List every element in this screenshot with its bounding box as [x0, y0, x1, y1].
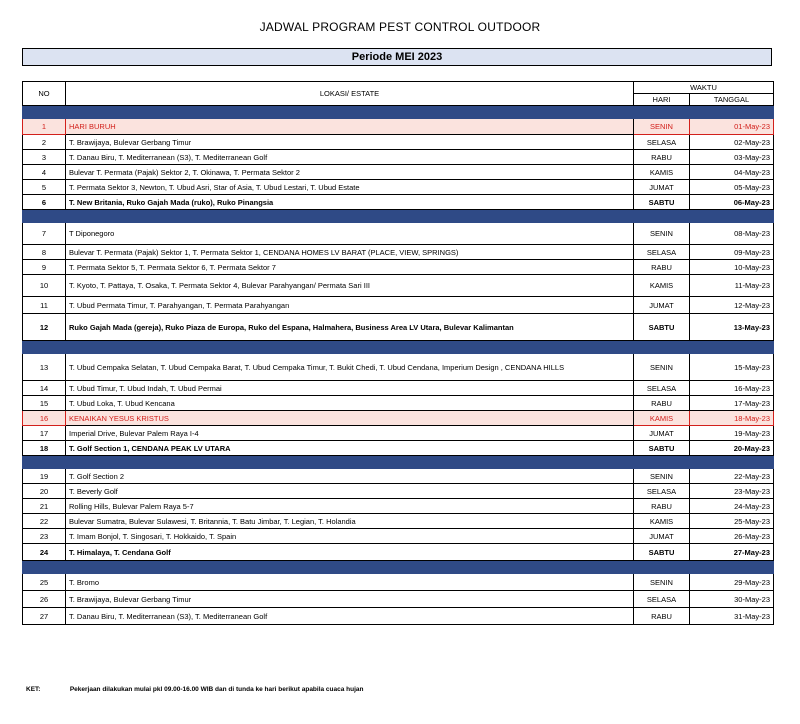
row-date: 11-May-23: [690, 275, 774, 297]
row-location: T. Ubud Cempaka Selatan, T. Ubud Cempaka Barat, T. Ubud Cempaka Timur, T. Bukit Chedi, T. Ubud Cendana, Imperium Design , CENDANA HILLS: [66, 354, 634, 381]
row-no: 19: [23, 469, 66, 484]
table-row: [23, 165, 774, 180]
row-date: 18-May-23: [690, 411, 774, 426]
table-row: [23, 396, 774, 411]
row-date: 19-May-23: [690, 426, 774, 441]
document-title: JADWAL PROGRAM PEST CONTROL OUTDOOR: [259, 20, 541, 34]
table-row: [23, 441, 774, 456]
row-day: SELASA: [634, 245, 690, 260]
week-separator: [23, 341, 774, 354]
row-day: KAMIS: [634, 165, 690, 180]
row-no: 26: [23, 591, 66, 608]
row-day: SENIN: [634, 574, 690, 591]
row-location: T Diponegoro: [66, 223, 634, 245]
table-row: [23, 381, 774, 396]
week-separator-bar: [23, 210, 774, 223]
row-no: 21: [23, 499, 66, 514]
row-no: 14: [23, 381, 66, 396]
header-hari: HARI: [634, 94, 690, 106]
row-day: KAMIS: [634, 514, 690, 529]
row-no: 4: [23, 165, 66, 180]
row-date: 08-May-23: [690, 223, 774, 245]
row-day: RABU: [634, 499, 690, 514]
row-date: 05-May-23: [690, 180, 774, 195]
row-no: 9: [23, 260, 66, 275]
table-row: [23, 260, 774, 275]
row-day: SELASA: [634, 135, 690, 150]
week-separator-bar: [23, 561, 774, 574]
row-day: JUMAT: [634, 426, 690, 441]
table-row: [23, 608, 774, 625]
table-row: [23, 195, 774, 210]
row-date: 13-May-23: [690, 314, 774, 341]
header-no: NO: [23, 82, 66, 106]
schedule-body: [23, 106, 774, 625]
row-no: 2: [23, 135, 66, 150]
schedule-table: [22, 81, 774, 625]
row-location: T. Beverly Golf: [66, 484, 634, 499]
row-location: T. Brawijaya, Bulevar Gerbang Timur: [66, 591, 634, 608]
header-lokasi: LOKASI/ ESTATE: [66, 82, 634, 106]
row-date: 25-May-23: [690, 514, 774, 529]
holiday-row: [23, 411, 774, 426]
header-tanggal: TANGGAL: [690, 94, 774, 106]
table-row: [23, 484, 774, 499]
row-date: 03-May-23: [690, 150, 774, 165]
table-row: [23, 354, 774, 381]
table-row: [23, 544, 774, 561]
row-no: 8: [23, 245, 66, 260]
row-date: 17-May-23: [690, 396, 774, 411]
row-location: Bulevar T. Permata (Pajak) Sektor 2, T. Okinawa, T. Permata Sektor 2: [66, 165, 634, 180]
row-date: 31-May-23: [690, 608, 774, 625]
row-date: 20-May-23: [690, 441, 774, 456]
row-day: JUMAT: [634, 529, 690, 544]
row-location: Bulevar T. Permata (Pajak) Sektor 1, T. Permata Sektor 1, CENDANA HOMES LV BARAT (PLACE, VIEW, SPRINGS): [66, 245, 634, 260]
row-day: SELASA: [634, 484, 690, 499]
row-location: T. Ubud Permata Timur, T. Parahyangan, T. Permata Parahyangan: [66, 297, 634, 314]
table-row: [23, 275, 774, 297]
week-separator: [23, 456, 774, 469]
row-no: 23: [23, 529, 66, 544]
row-day: SABTU: [634, 314, 690, 341]
row-day: SENIN: [634, 119, 690, 135]
table-row: [23, 529, 774, 544]
row-location: Ruko Gajah Mada (gereja), Ruko Piaza de Europa, Ruko del Espana, Halmahera, Business Area LV Utara, Bulevar Kalimantan: [66, 314, 634, 341]
table-row: [23, 426, 774, 441]
row-date: 22-May-23: [690, 469, 774, 484]
table-row: [23, 314, 774, 341]
row-location: T. Golf Section 2: [66, 469, 634, 484]
row-location: Imperial Drive, Bulevar Palem Raya I-4: [66, 426, 634, 441]
row-day: SABTU: [634, 544, 690, 561]
row-location: T. New Britania, Ruko Gajah Mada (ruko), Ruko Pinangsia: [66, 195, 634, 210]
table-row: [23, 245, 774, 260]
week-separator-bar: [23, 456, 774, 469]
week-separator: [23, 210, 774, 223]
row-location: T. Brawijaya, Bulevar Gerbang Timur: [66, 135, 634, 150]
footer-label: KET:: [26, 686, 41, 693]
footer-note: [26, 686, 364, 693]
row-location: T. Ubud Timur, T. Ubud Indah, T. Ubud Permai: [66, 381, 634, 396]
table-row: [23, 135, 774, 150]
table-row: [23, 180, 774, 195]
row-date: 24-May-23: [690, 499, 774, 514]
row-no: 7: [23, 223, 66, 245]
row-day: KAMIS: [634, 275, 690, 297]
holiday-row: [23, 119, 774, 135]
row-date: 15-May-23: [690, 354, 774, 381]
row-no: 15: [23, 396, 66, 411]
row-no: 11: [23, 297, 66, 314]
row-location: KENAIKAN YESUS KRISTUS: [66, 411, 634, 426]
row-no: 22: [23, 514, 66, 529]
row-day: RABU: [634, 260, 690, 275]
period-banner: Periode MEI 2023: [22, 48, 772, 66]
row-date: 02-May-23: [690, 135, 774, 150]
row-date: 27-May-23: [690, 544, 774, 561]
row-day: RABU: [634, 608, 690, 625]
table-row: [23, 469, 774, 484]
row-no: 24: [23, 544, 66, 561]
row-date: 12-May-23: [690, 297, 774, 314]
week-separator-bar: [23, 341, 774, 354]
week-separator: [23, 561, 774, 574]
week-separator: [23, 106, 774, 119]
row-no: 18: [23, 441, 66, 456]
row-day: JUMAT: [634, 297, 690, 314]
row-day: SELASA: [634, 381, 690, 396]
row-no: 20: [23, 484, 66, 499]
table-row: [23, 499, 774, 514]
row-location: T. Ubud Loka, T. Ubud Kencana: [66, 396, 634, 411]
row-day: SABTU: [634, 441, 690, 456]
week-separator-bar: [23, 106, 774, 119]
row-location: T. Bromo: [66, 574, 634, 591]
row-location: T. Danau Biru, T. Mediterranean (S3), T. Mediterranean Golf: [66, 608, 634, 625]
row-location: T. Kyoto, T. Pattaya, T. Osaka, T. Permata Sektor 4, Bulevar Parahyangan/ Permata Sari III: [66, 275, 634, 297]
row-date: 23-May-23: [690, 484, 774, 499]
row-date: 10-May-23: [690, 260, 774, 275]
row-location: T. Golf Section 1, CENDANA PEAK LV UTARA: [66, 441, 634, 456]
table-row: [23, 297, 774, 314]
row-day: SENIN: [634, 469, 690, 484]
row-location: T. Himalaya, T. Cendana Golf: [66, 544, 634, 561]
row-day: SENIN: [634, 354, 690, 381]
row-no: 5: [23, 180, 66, 195]
row-no: 17: [23, 426, 66, 441]
row-date: 01-May-23: [690, 119, 774, 135]
row-location: T. Permata Sektor 3, Newton, T. Ubud Asri, Star of Asia, T. Ubud Lestari, T. Ubud Estate: [66, 180, 634, 195]
row-no: 10: [23, 275, 66, 297]
row-day: SABTU: [634, 195, 690, 210]
row-location: HARI BURUH: [66, 119, 634, 135]
row-day: SENIN: [634, 223, 690, 245]
row-date: 29-May-23: [690, 574, 774, 591]
row-location: Bulevar Sumatra, Bulevar Sulawesi, T. Britannia, T. Batu Jimbar, T. Legian, T. Holandia: [66, 514, 634, 529]
row-day: SELASA: [634, 591, 690, 608]
row-no: 1: [23, 119, 66, 135]
row-location: T. Permata Sektor 5, T. Permata Sektor 6, T. Permata Sektor 7: [66, 260, 634, 275]
row-date: 26-May-23: [690, 529, 774, 544]
row-date: 09-May-23: [690, 245, 774, 260]
row-no: 25: [23, 574, 66, 591]
row-location: T. Danau Biru, T. Mediterranean (S3), T. Mediterranean Golf: [66, 150, 634, 165]
row-no: 13: [23, 354, 66, 381]
row-day: RABU: [634, 150, 690, 165]
schedule-header: [23, 82, 774, 106]
row-date: 06-May-23: [690, 195, 774, 210]
row-day: KAMIS: [634, 411, 690, 426]
row-date: 30-May-23: [690, 591, 774, 608]
footer-text: Pekerjaan dilakukan mulai pkl 09.00-16.00 WIB dan di tunda ke hari berikut apabila cuaca hujan: [69, 686, 364, 693]
table-row: [23, 223, 774, 245]
row-no: 16: [23, 411, 66, 426]
row-no: 12: [23, 314, 66, 341]
row-no: 3: [23, 150, 66, 165]
table-row: [23, 574, 774, 591]
header-waktu: WAKTU: [634, 82, 774, 94]
table-row: [23, 514, 774, 529]
table-row: [23, 591, 774, 608]
row-day: RABU: [634, 396, 690, 411]
row-day: JUMAT: [634, 180, 690, 195]
row-no: 27: [23, 608, 66, 625]
row-no: 6: [23, 195, 66, 210]
table-row: [23, 150, 774, 165]
row-date: 16-May-23: [690, 381, 774, 396]
row-location: T. Imam Bonjol, T. Singosari, T. Hokkaido, T. Spain: [66, 529, 634, 544]
row-location: Rolling Hills, Bulevar Palem Raya 5-7: [66, 499, 634, 514]
row-date: 04-May-23: [690, 165, 774, 180]
